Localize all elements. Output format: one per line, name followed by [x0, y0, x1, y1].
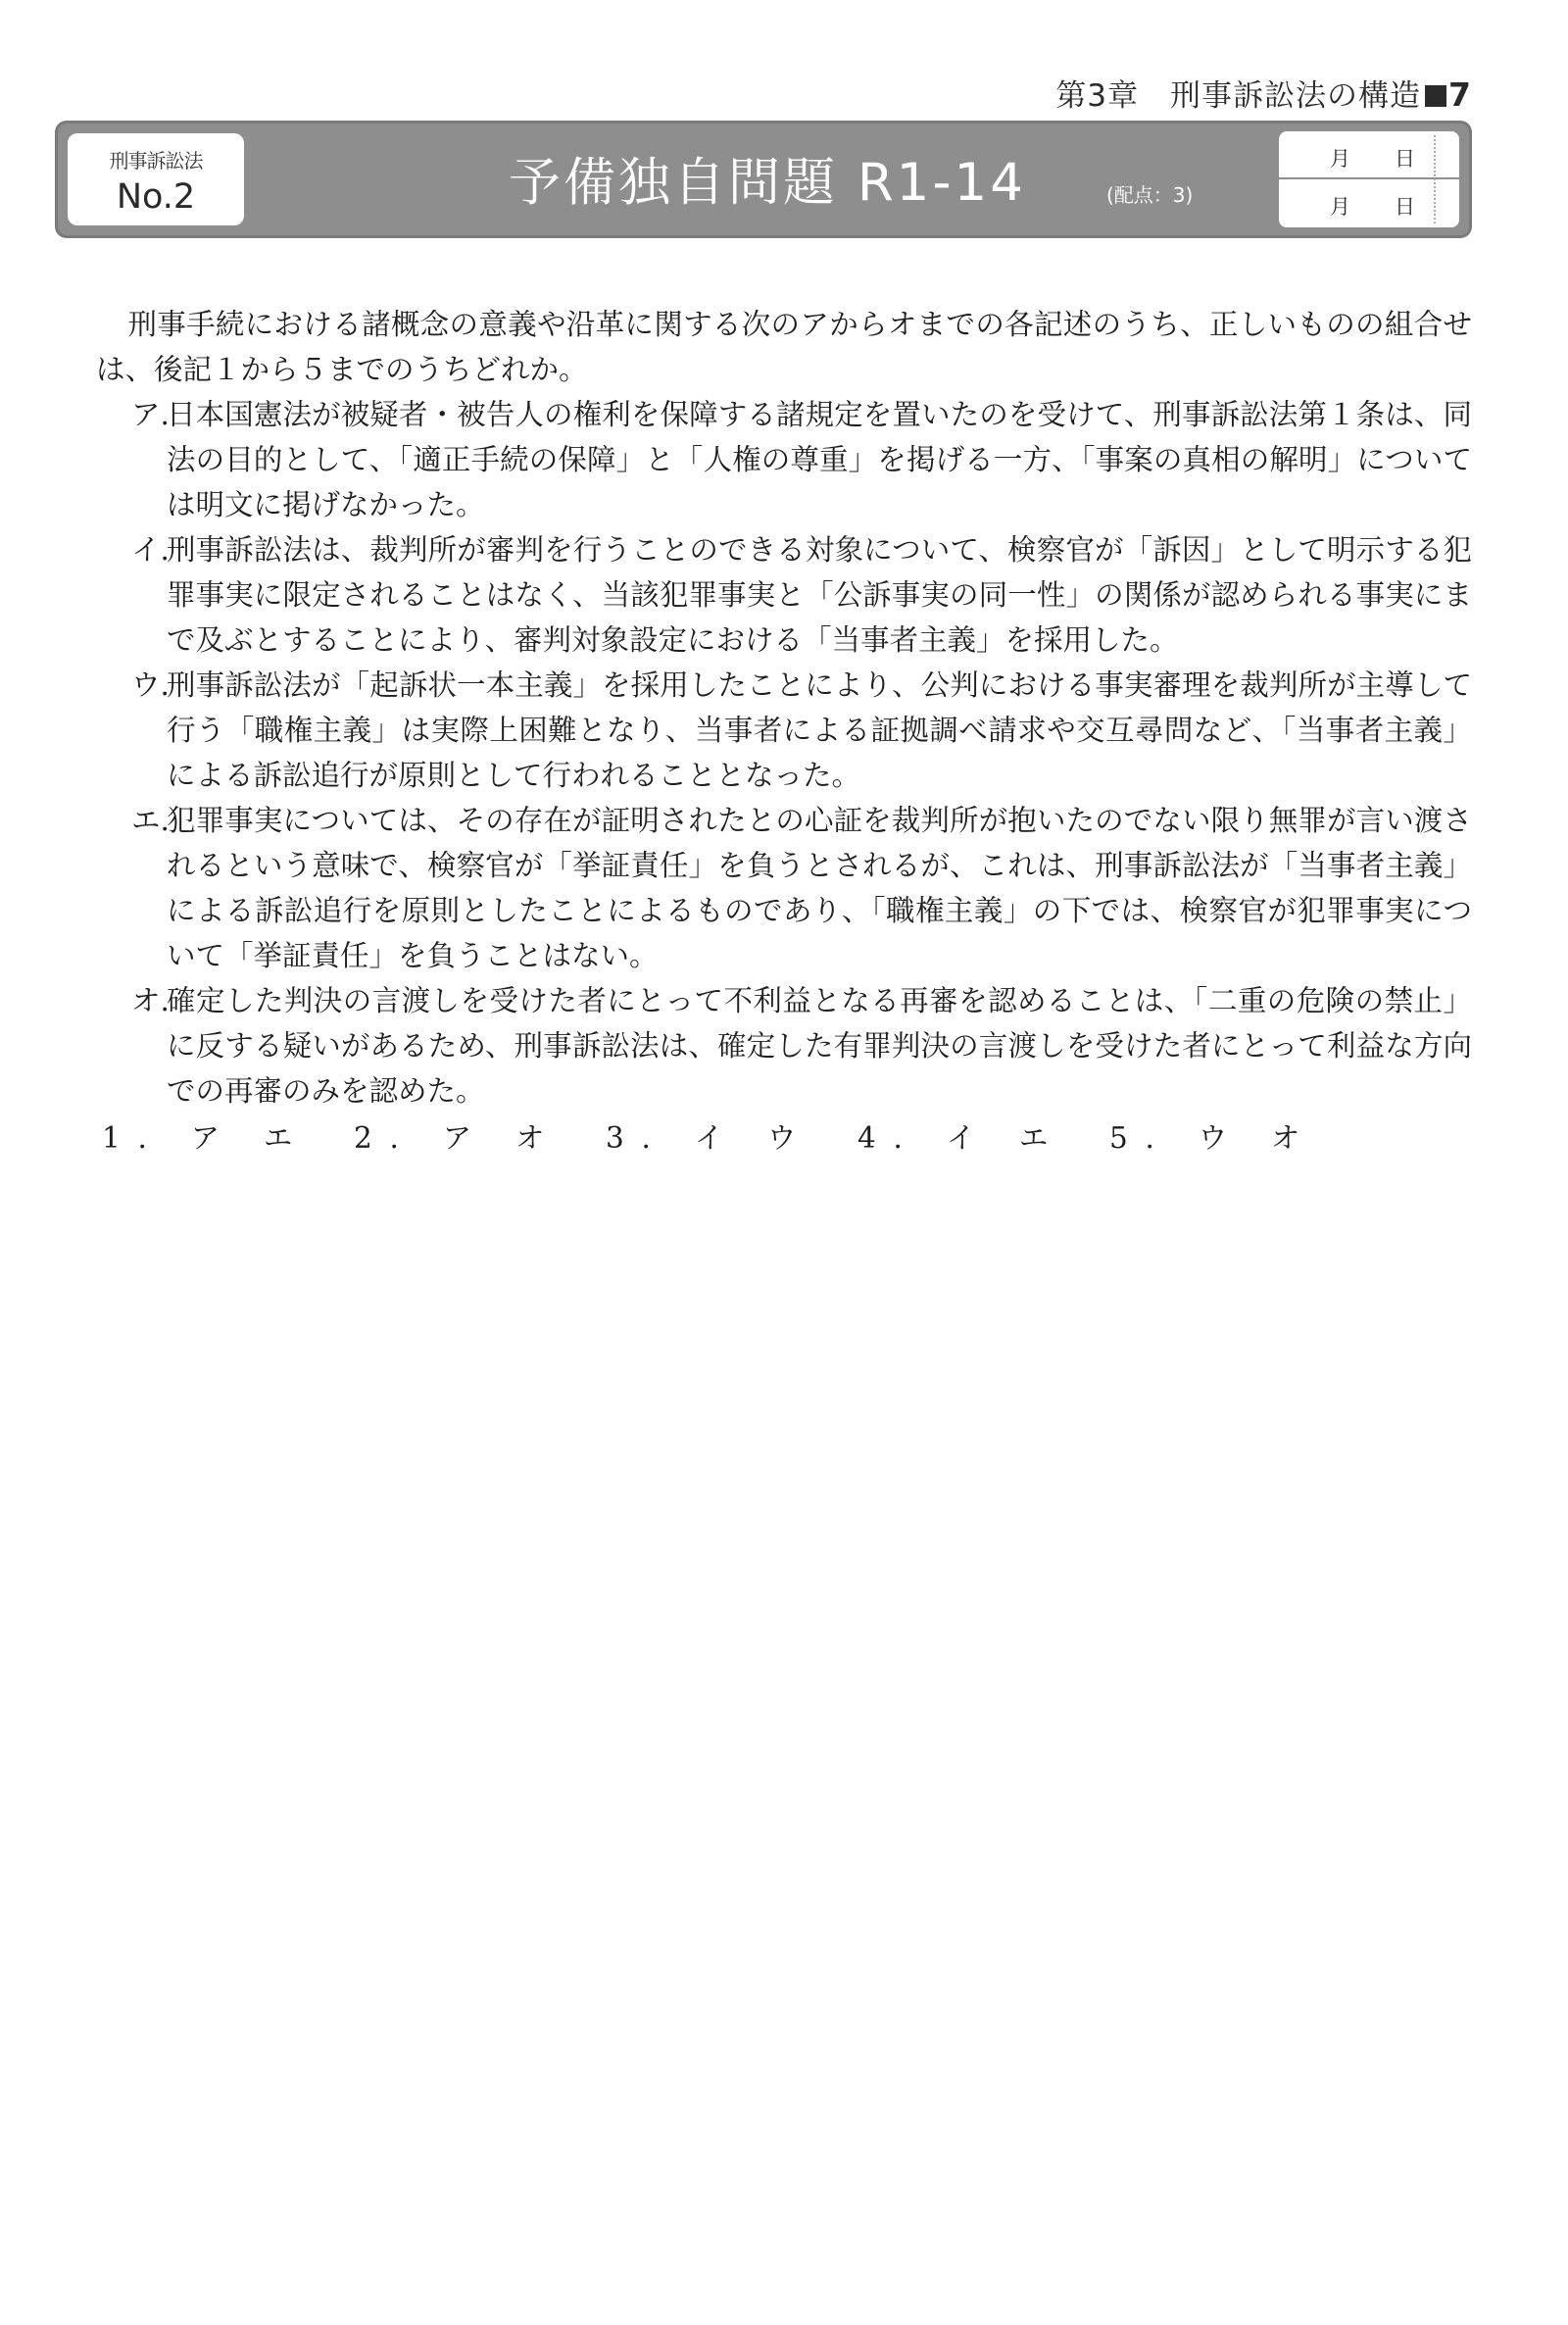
- dotted-divider: [1434, 135, 1436, 223]
- choice-label: ア.: [131, 398, 170, 431]
- question-number-box: [68, 133, 244, 225]
- choice-text: 犯罪事実については、その存在が証明されたとの心証を裁判所が抱いたのでない限り無罪が言い渡されるという意味で、検察官が「挙証責任」を負うとされるが、これは、刑事訴訟法が「当事者主義」による訴訟追行を原則としたことによるものであり、「職権主義」の下では、検察官が犯罪事実について「挙証責任」を負うことはない。: [167, 804, 1472, 972]
- choice-o: [96, 978, 1472, 1113]
- choice-label: オ.: [131, 984, 170, 1017]
- choice-text: 確定した判決の言渡しを受けた者にとって不利益となる再審を認めることは、「二重の危険の禁止」に反する疑いがあるため、刑事訴訟法は、確定した有罪判決の言渡しを受けた者にとって利益な方向での再審のみを認めた。: [167, 984, 1472, 1108]
- page-number: 7: [1448, 75, 1472, 114]
- choice-u: [96, 663, 1472, 798]
- choice-a: [96, 392, 1472, 527]
- question-number: No.2: [116, 177, 196, 217]
- running-header: [1055, 71, 1472, 115]
- subject-label: 刑事訴訟法: [109, 149, 203, 173]
- study-date-box: [1279, 131, 1459, 227]
- problem-title: 予備独自問題 R1-14: [509, 153, 1026, 213]
- points-label: (配点：3): [1106, 183, 1194, 207]
- choice-label: イ.: [131, 533, 170, 567]
- question-body: [96, 302, 1472, 1161]
- question-stem: 刑事手続における諸概念の意義や沿革に関する次のアからオまでの各記述のうち、正しいものの組合せは、後記１から５までのうちどれか。: [96, 308, 1472, 386]
- question-banner: [55, 121, 1472, 238]
- answer-option-3: 3. イ ウ: [606, 1121, 814, 1155]
- choice-label: ウ.: [131, 668, 170, 702]
- chapter-title: 第3章 刑事訴訟法の構造: [1055, 78, 1422, 114]
- day-label: 日: [1395, 195, 1415, 219]
- choice-text: 刑事訴訟法が「起訴状一本主義」を採用したことにより、公判における事実審理を裁判所が主導して行う「職権主義」は実際上困難となり、当事者による証拠調べ請求や交互尋問など、「当事者主義」による訴訟追行が原則として行われることとなった。: [167, 668, 1472, 792]
- answer-option-4: 4. イ エ: [858, 1121, 1066, 1155]
- choice-i: [96, 527, 1472, 663]
- day-label: 日: [1395, 147, 1415, 171]
- choice-text: 刑事訴訟法は、裁判所が審判を行うことのできる対象について、検察官が「訴因」として明示する犯罪事実に限定されることはなく、当該犯罪事実と「公訴事実の同一性」の関係が認められる事実にまで及ぶとすることにより、審判対象設定における「当事者主義」を採用した。: [167, 533, 1472, 657]
- answer-options: [96, 1115, 1472, 1161]
- date-row: [1279, 179, 1459, 227]
- date-row: [1279, 131, 1459, 179]
- choice-text: 日本国憲法が被疑者・被告人の権利を保障する諸規定を置いたのを受けて、刑事訴訟法第１条は、同法の目的として、「適正手続の保障」と「人権の尊重」を掲げる一方、「事案の真相の解明」については明文に掲げなかった。: [167, 398, 1472, 521]
- answer-option-5: 5. ウ オ: [1109, 1121, 1318, 1155]
- choice-label: エ.: [131, 804, 170, 837]
- answer-option-2: 2. ア オ: [354, 1121, 563, 1155]
- answer-option-1: 1. ア エ: [102, 1121, 311, 1155]
- month-label: 月: [1330, 195, 1350, 219]
- square-bullet-icon: [1425, 85, 1446, 107]
- choice-e: [96, 798, 1472, 978]
- month-label: 月: [1330, 147, 1350, 171]
